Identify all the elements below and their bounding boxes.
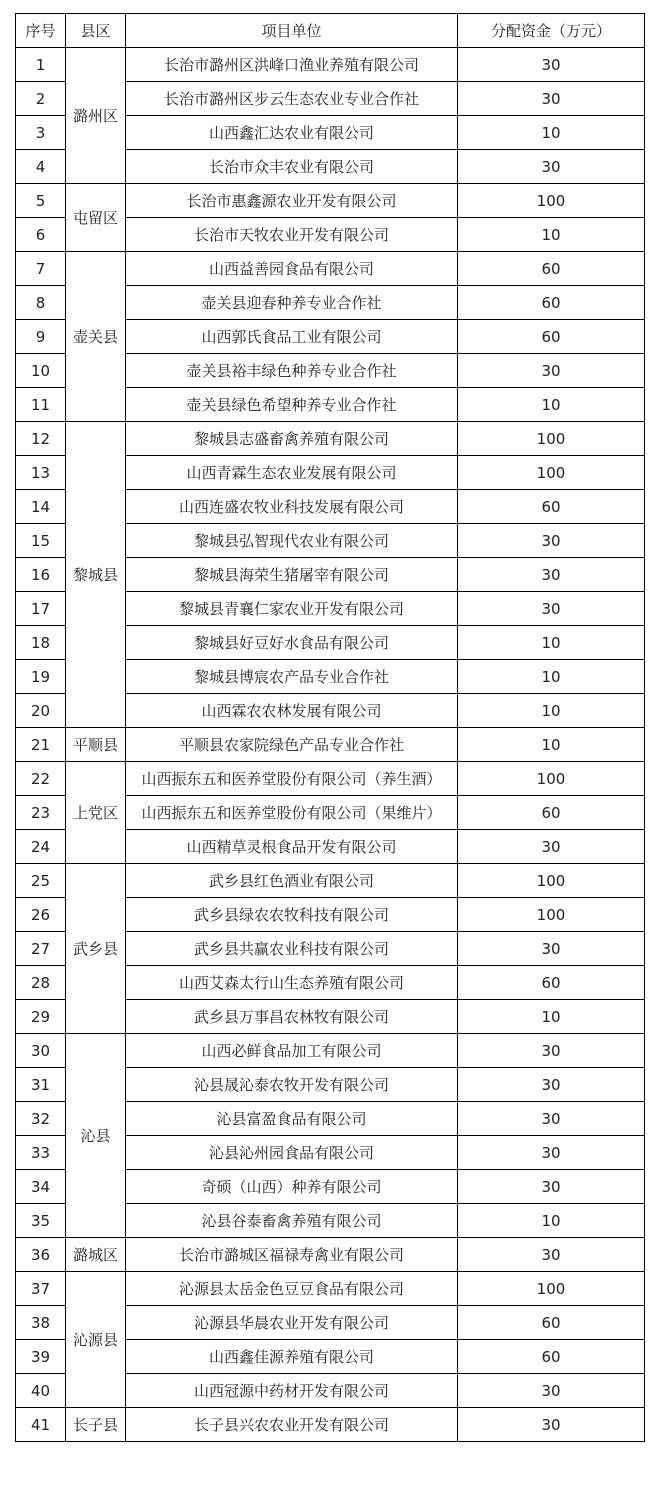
funding-amount: 100 (458, 184, 645, 218)
table-row (16, 184, 645, 218)
unit-name: 山西艾森太行山生态养殖有限公司 (126, 966, 458, 1000)
unit-name: 沁县沁州园食品有限公司 (126, 1136, 458, 1170)
unit-name: 山西郭氏食品工业有限公司 (126, 320, 458, 354)
county-cell: 屯留区 (66, 184, 126, 252)
header-unit: 项目单位 (126, 14, 458, 48)
row-index: 11 (16, 388, 66, 422)
funding-amount: 30 (458, 592, 645, 626)
funding-amount: 100 (458, 864, 645, 898)
row-index: 28 (16, 966, 66, 1000)
unit-name: 黎城县志盛畜禽养殖有限公司 (126, 422, 458, 456)
row-index: 16 (16, 558, 66, 592)
unit-name: 沁源县太岳金色豆豆食品有限公司 (126, 1272, 458, 1306)
unit-name: 长子县兴农农业开发有限公司 (126, 1408, 458, 1442)
row-index: 34 (16, 1170, 66, 1204)
row-index: 19 (16, 660, 66, 694)
funding-amount: 100 (458, 762, 645, 796)
funding-amount: 60 (458, 490, 645, 524)
funding-amount: 60 (458, 796, 645, 830)
row-index: 30 (16, 1034, 66, 1068)
row-index: 25 (16, 864, 66, 898)
table-row (16, 1034, 645, 1068)
funding-amount: 60 (458, 320, 645, 354)
county-cell: 潞州区 (66, 48, 126, 184)
table-row (16, 1408, 645, 1442)
row-index: 29 (16, 1000, 66, 1034)
row-index: 8 (16, 286, 66, 320)
funding-amount: 10 (458, 388, 645, 422)
header-county: 县区 (66, 14, 126, 48)
funding-amount: 60 (458, 252, 645, 286)
funding-amount: 60 (458, 1340, 645, 1374)
row-index: 2 (16, 82, 66, 116)
unit-name: 沁县晟沁泰农牧开发有限公司 (126, 1068, 458, 1102)
row-index: 38 (16, 1306, 66, 1340)
unit-name: 山西精草灵根食品开发有限公司 (126, 830, 458, 864)
funding-amount: 10 (458, 1204, 645, 1238)
funding-amount: 10 (458, 626, 645, 660)
table-row (16, 728, 645, 762)
county-cell: 长子县 (66, 1408, 126, 1442)
row-index: 37 (16, 1272, 66, 1306)
funding-amount: 30 (458, 354, 645, 388)
table-row (16, 48, 645, 82)
funding-amount: 100 (458, 1272, 645, 1306)
row-index: 14 (16, 490, 66, 524)
funding-amount: 30 (458, 1170, 645, 1204)
funding-amount: 30 (458, 150, 645, 184)
funding-amount: 10 (458, 694, 645, 728)
county-cell: 沁源县 (66, 1272, 126, 1408)
unit-name: 长治市惠鑫源农业开发有限公司 (126, 184, 458, 218)
funding-amount: 10 (458, 728, 645, 762)
unit-name: 黎城县海荣生猪屠宰有限公司 (126, 558, 458, 592)
funding-amount: 60 (458, 966, 645, 1000)
row-index: 32 (16, 1102, 66, 1136)
county-cell: 潞城区 (66, 1238, 126, 1272)
row-index: 17 (16, 592, 66, 626)
unit-name: 沁县谷泰畜禽养殖有限公司 (126, 1204, 458, 1238)
unit-name: 壶关县裕丰绿色种养专业合作社 (126, 354, 458, 388)
funding-amount: 10 (458, 218, 645, 252)
unit-name: 山西冠源中药材开发有限公司 (126, 1374, 458, 1408)
county-cell: 平顺县 (66, 728, 126, 762)
header-row (16, 14, 645, 48)
unit-name: 黎城县弘智现代农业有限公司 (126, 524, 458, 558)
unit-name: 山西必鲜食品加工有限公司 (126, 1034, 458, 1068)
row-index: 26 (16, 898, 66, 932)
row-index: 20 (16, 694, 66, 728)
unit-name: 黎城县青襄仁家农业开发有限公司 (126, 592, 458, 626)
unit-name: 山西振东五和医养堂股份有限公司（养生酒） (126, 762, 458, 796)
unit-name: 长治市潞州区洪峰口渔业养殖有限公司 (126, 48, 458, 82)
funding-amount: 30 (458, 82, 645, 116)
row-index: 35 (16, 1204, 66, 1238)
row-index: 22 (16, 762, 66, 796)
unit-name: 山西鑫佳源养殖有限公司 (126, 1340, 458, 1374)
header-funds: 分配资金（万元） (458, 14, 645, 48)
unit-name: 山西连盛农牧业科技发展有限公司 (126, 490, 458, 524)
row-index: 12 (16, 422, 66, 456)
row-index: 40 (16, 1374, 66, 1408)
funding-amount: 30 (458, 1408, 645, 1442)
funding-amount: 10 (458, 660, 645, 694)
funding-amount: 30 (458, 524, 645, 558)
table-row (16, 422, 645, 456)
county-cell: 黎城县 (66, 422, 126, 728)
header-index: 序号 (16, 14, 66, 48)
table-row (16, 762, 645, 796)
row-index: 24 (16, 830, 66, 864)
row-index: 7 (16, 252, 66, 286)
unit-name: 长治市潞州区步云生态农业专业合作社 (126, 82, 458, 116)
county-cell: 壶关县 (66, 252, 126, 422)
table-row (16, 864, 645, 898)
row-index: 33 (16, 1136, 66, 1170)
unit-name: 武乡县绿农农牧科技有限公司 (126, 898, 458, 932)
county-cell: 沁县 (66, 1034, 126, 1238)
row-index: 10 (16, 354, 66, 388)
unit-name: 长治市潞城区福禄寿禽业有限公司 (126, 1238, 458, 1272)
funding-amount: 10 (458, 1000, 645, 1034)
row-index: 27 (16, 932, 66, 966)
row-index: 4 (16, 150, 66, 184)
unit-name: 山西振东五和医养堂股份有限公司（果维片） (126, 796, 458, 830)
row-index: 15 (16, 524, 66, 558)
row-index: 39 (16, 1340, 66, 1374)
row-index: 18 (16, 626, 66, 660)
table-body (16, 48, 645, 1442)
table-row (16, 252, 645, 286)
funding-amount: 100 (458, 898, 645, 932)
funding-amount: 60 (458, 1306, 645, 1340)
unit-name: 长治市众丰农业有限公司 (126, 150, 458, 184)
row-index: 21 (16, 728, 66, 762)
unit-name: 山西鑫汇达农业有限公司 (126, 116, 458, 150)
table-row (16, 1238, 645, 1272)
unit-name: 山西青霖生态农业发展有限公司 (126, 456, 458, 490)
unit-name: 长治市天牧农业开发有限公司 (126, 218, 458, 252)
funding-amount: 30 (458, 558, 645, 592)
funding-amount: 30 (458, 1136, 645, 1170)
row-index: 5 (16, 184, 66, 218)
unit-name: 壶关县绿色希望种养专业合作社 (126, 388, 458, 422)
funding-amount: 30 (458, 1374, 645, 1408)
funding-amount: 100 (458, 456, 645, 490)
unit-name: 沁源县华晨农业开发有限公司 (126, 1306, 458, 1340)
funding-amount: 30 (458, 1102, 645, 1136)
unit-name: 黎城县博宸农产品专业合作社 (126, 660, 458, 694)
unit-name: 武乡县万事昌农林牧有限公司 (126, 1000, 458, 1034)
row-index: 41 (16, 1408, 66, 1442)
unit-name: 黎城县好豆好水食品有限公司 (126, 626, 458, 660)
funding-amount: 30 (458, 932, 645, 966)
county-cell: 武乡县 (66, 864, 126, 1034)
unit-name: 平顺县农家院绿色产品专业合作社 (126, 728, 458, 762)
funding-amount: 100 (458, 422, 645, 456)
funding-amount: 30 (458, 1238, 645, 1272)
unit-name: 武乡县红色酒业有限公司 (126, 864, 458, 898)
unit-name: 山西霖农农林发展有限公司 (126, 694, 458, 728)
row-index: 3 (16, 116, 66, 150)
unit-name: 山西益善园食品有限公司 (126, 252, 458, 286)
row-index: 31 (16, 1068, 66, 1102)
funding-amount: 30 (458, 1034, 645, 1068)
unit-name: 沁县富盈食品有限公司 (126, 1102, 458, 1136)
funding-amount: 30 (458, 830, 645, 864)
county-cell: 上党区 (66, 762, 126, 864)
row-index: 23 (16, 796, 66, 830)
row-index: 1 (16, 48, 66, 82)
funding-amount: 30 (458, 1068, 645, 1102)
funding-table (15, 13, 645, 1442)
unit-name: 壶关县迎春种养专业合作社 (126, 286, 458, 320)
row-index: 9 (16, 320, 66, 354)
funding-amount: 30 (458, 48, 645, 82)
funding-amount: 60 (458, 286, 645, 320)
row-index: 6 (16, 218, 66, 252)
unit-name: 奇硕（山西）种养有限公司 (126, 1170, 458, 1204)
row-index: 36 (16, 1238, 66, 1272)
funding-amount: 10 (458, 116, 645, 150)
unit-name: 武乡县共赢农业科技有限公司 (126, 932, 458, 966)
row-index: 13 (16, 456, 66, 490)
table-row (16, 1272, 645, 1306)
